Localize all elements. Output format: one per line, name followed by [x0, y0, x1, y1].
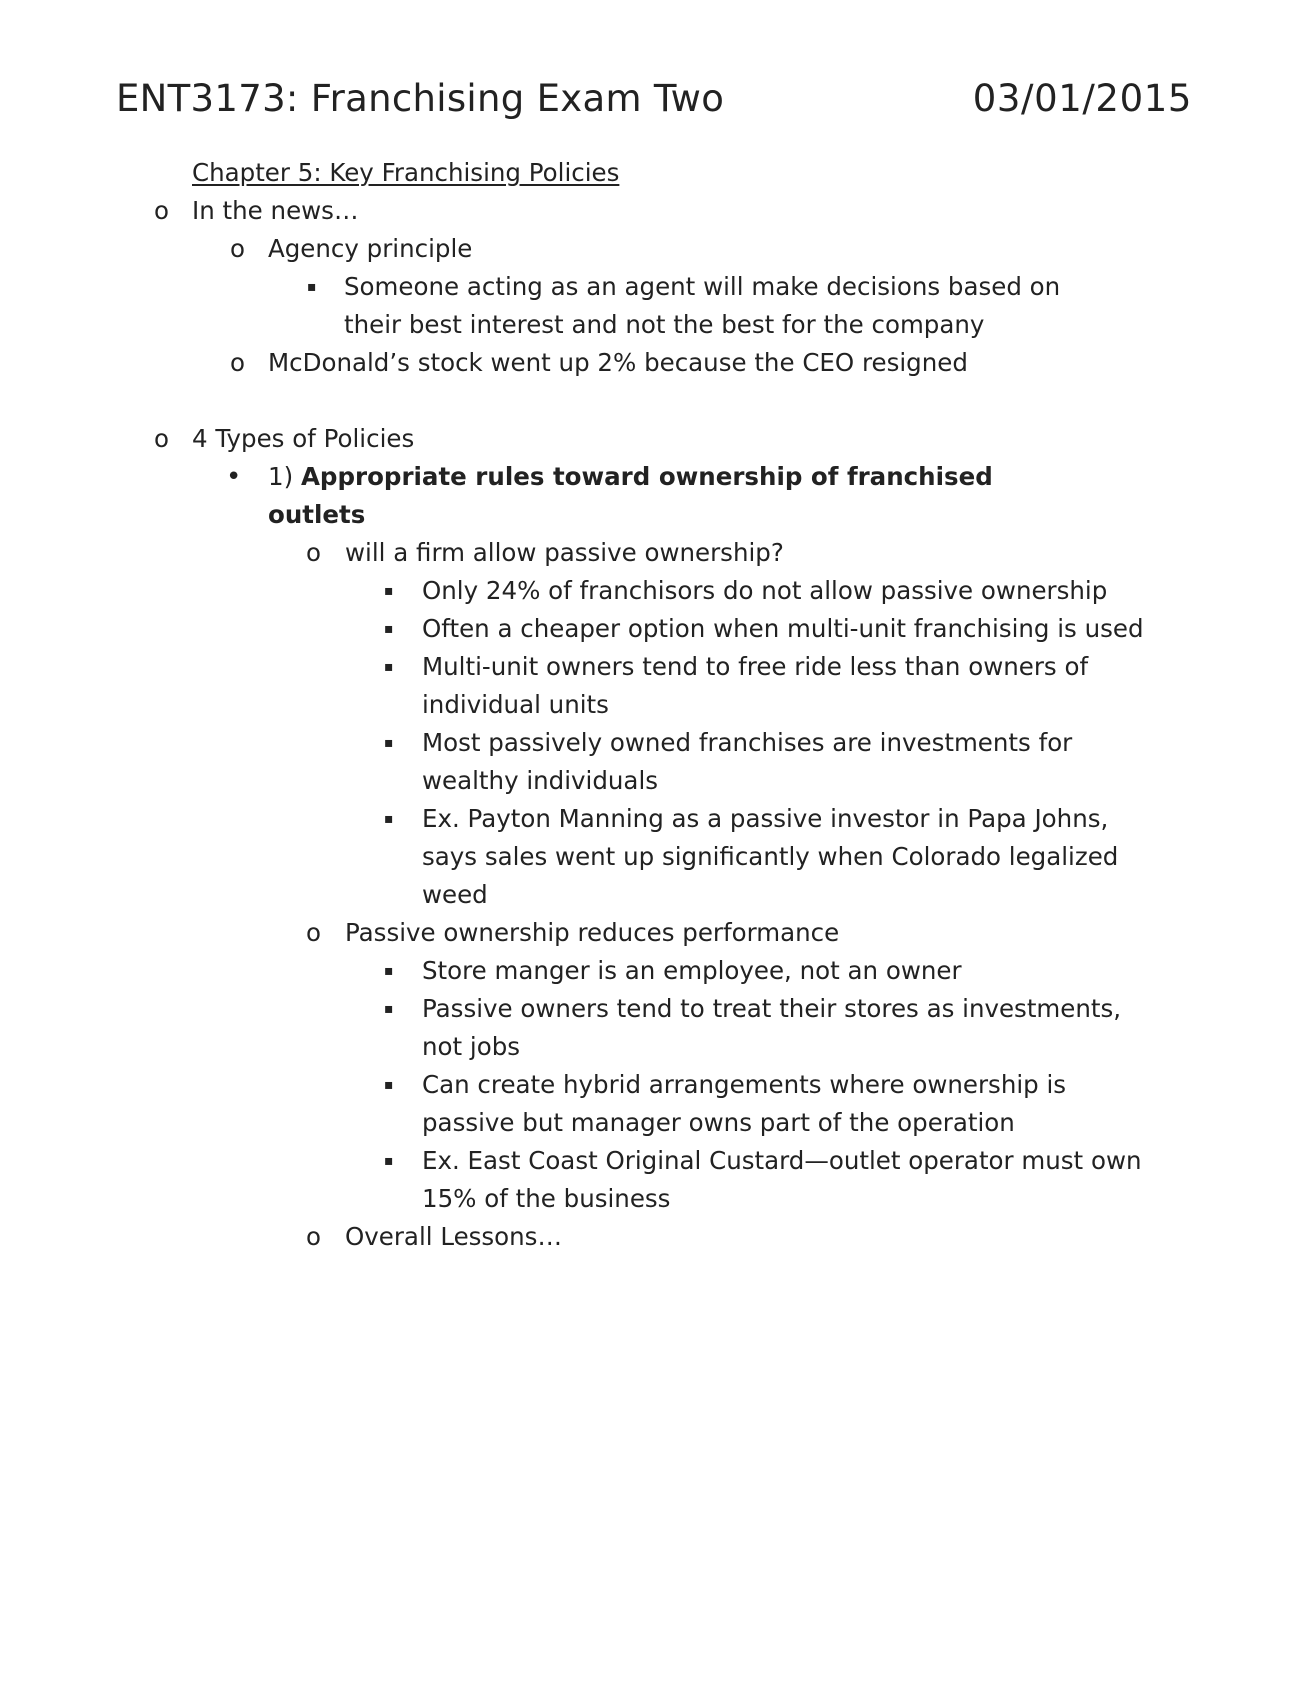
circle-bullet-icon: o [306, 1222, 321, 1251]
outline-item-performance-point [0, 990, 1162, 1066]
square-bullet-icon: ▪ [384, 1001, 394, 1017]
outline-item-performance-point [0, 952, 1162, 990]
outline-item-text: Most passively owned franchises are investments for wealthy individuals [422, 728, 1073, 795]
circle-bullet-icon: o [230, 234, 245, 263]
outline-item-text: Agency principle [268, 234, 473, 263]
outline-item-passive-point [0, 800, 1162, 914]
outline-item-text: Multi-unit owners tend to free ride less than owners of individual units [422, 652, 1089, 719]
document-date: 03/01/2015 [972, 77, 1192, 120]
outline-item-text: Overall Lessons… [345, 1222, 562, 1251]
outline-item-overall-lessons [0, 1218, 1155, 1256]
outline-item-passive-point [0, 610, 1162, 648]
outline-item-text: Someone acting as an agent will make decisions based on their best interest and not the best for the company [344, 272, 1061, 339]
outline-item-passive-point [0, 724, 1162, 800]
notes-outline [0, 192, 1306, 1256]
outline-item-text: Passive ownership reduces performance [345, 918, 840, 947]
square-bullet-icon: ▪ [307, 279, 317, 295]
circle-bullet-icon: o [306, 918, 321, 947]
outline-item-text: Often a cheaper option when multi-unit franchising is used [422, 614, 1144, 643]
outline-item-text: Ex. Payton Manning as a passive investor in Papa Johns, says sales went up significantly when Colorado legalized weed [422, 804, 1119, 909]
document-title: ENT3173: Franchising Exam Two [116, 77, 725, 120]
circle-bullet-icon: o [230, 348, 245, 377]
square-bullet-icon: ▪ [384, 811, 394, 827]
outline-item-reduces-performance [0, 914, 1155, 952]
outline-item-text: 4 Types of Policies [192, 424, 415, 453]
chapter-heading: Chapter 5: Key Franchising Policies [192, 158, 620, 187]
square-bullet-icon: ▪ [384, 963, 394, 979]
outline-item-performance-point [0, 1142, 1162, 1218]
outline-item-passive-point [0, 572, 1162, 610]
outline-item-policy-1 [0, 458, 1078, 534]
square-bullet-icon: ▪ [384, 583, 394, 599]
square-bullet-icon: ▪ [384, 659, 394, 675]
blank-line [0, 382, 1306, 420]
circle-bullet-icon: o [306, 538, 321, 567]
outline-item-text: In the news… [192, 196, 359, 225]
square-bullet-icon: ▪ [384, 1153, 394, 1169]
outline-item-passive-question [0, 534, 1155, 572]
policy-number: 1) [268, 462, 294, 491]
outline-item-text: Ex. East Coast Original Custard—outlet operator must own 15% of the business [422, 1146, 1142, 1213]
outline-item-text: McDonald’s stock went up 2% because the CEO resigned [268, 348, 968, 377]
outline-item-policy-types [0, 420, 1142, 458]
outline-item-text: will a firm allow passive ownership? [345, 538, 784, 567]
outline-item-text: Passive owners tend to treat their stores as investments, not jobs [422, 994, 1122, 1061]
square-bullet-icon: ▪ [384, 1077, 394, 1093]
outline-item-passive-point [0, 648, 1162, 724]
outline-item-text [268, 458, 1078, 534]
outline-item-text: Only 24% of franchisors do not allow passive ownership [422, 576, 1108, 605]
round-bullet-icon: • [226, 462, 242, 492]
outline-item-performance-point [0, 1066, 1162, 1142]
circle-bullet-icon: o [154, 424, 169, 453]
outline-item-news [0, 192, 1142, 230]
outline-item-text: Store manger is an employee, not an owner [422, 956, 962, 985]
square-bullet-icon: ▪ [384, 735, 394, 751]
policy-heading: Appropriate rules toward ownership of franchised outlets [268, 462, 993, 529]
square-bullet-icon: ▪ [384, 621, 394, 637]
outline-item-text: Can create hybrid arrangements where ownership is passive but manager owns part of the operation [422, 1070, 1067, 1137]
outline-item-agency-principle [0, 230, 1168, 268]
outline-item-mcdonalds [0, 344, 1168, 382]
outline-item-agency-detail [0, 268, 1104, 344]
circle-bullet-icon: o [154, 196, 169, 225]
